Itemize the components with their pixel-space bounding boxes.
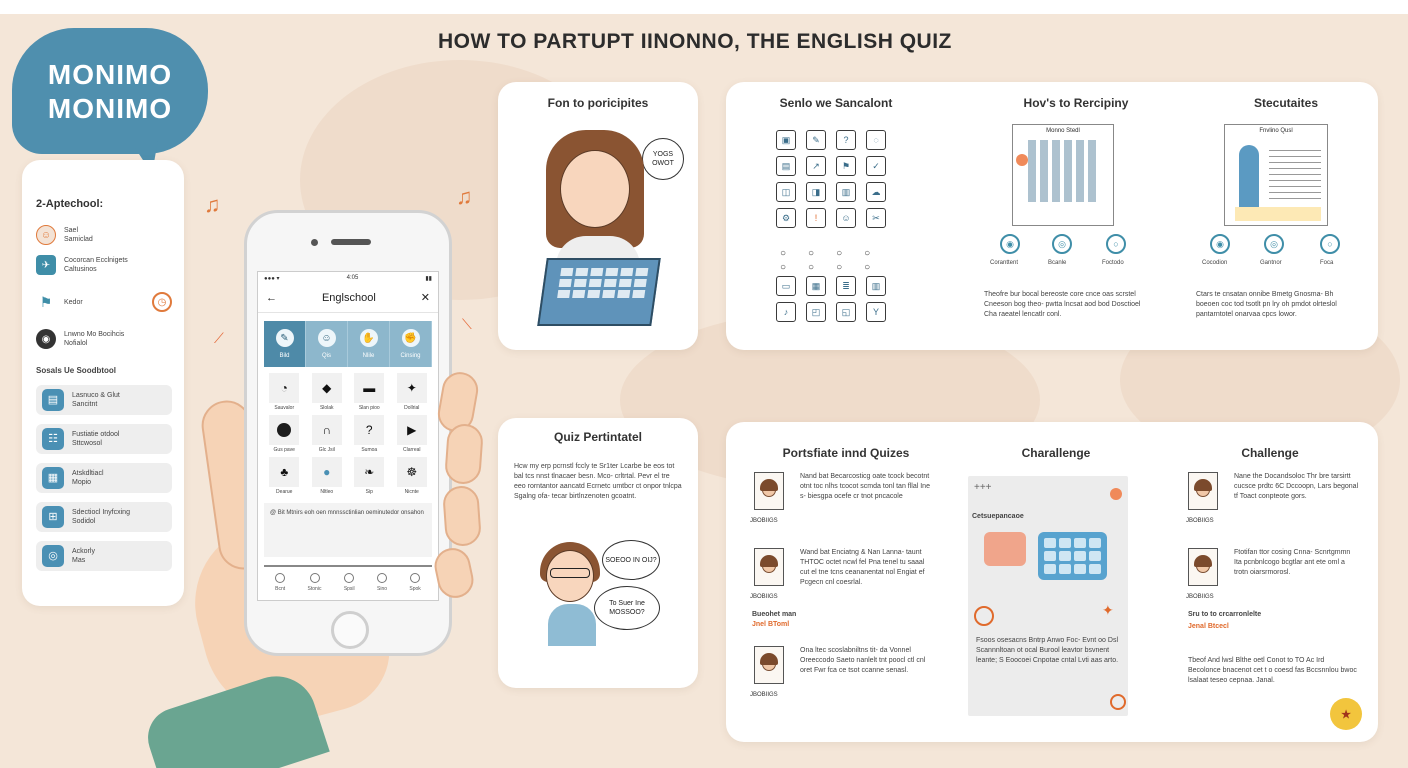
phone-device — [244, 210, 452, 656]
column-title: Charallenge — [1021, 446, 1091, 460]
activity-icon: ◔ — [269, 373, 299, 403]
sidebar-button[interactable] — [36, 385, 172, 415]
nav-label: Sino — [377, 586, 388, 592]
clock-status: 4:05 — [346, 275, 359, 281]
column-title: Stecutaites — [1253, 96, 1319, 110]
grid-label: Nicnte — [404, 489, 419, 495]
step-circle-icon[interactable]: ◉ — [1210, 234, 1230, 254]
step-label: Foctodo — [1102, 260, 1124, 266]
tab-bild[interactable] — [264, 321, 306, 367]
sidebar-title: 2-Aptechool: — [36, 198, 104, 210]
orange-circle-icon — [1110, 694, 1126, 710]
calculator-illustration — [1038, 532, 1107, 580]
step-label: Bcanle — [1048, 260, 1067, 266]
sidebar-item[interactable] — [36, 280, 172, 324]
app-title: Englschool — [321, 291, 376, 304]
activity-icon: ● — [312, 457, 342, 487]
image-icon[interactable]: ▤ — [776, 156, 796, 176]
category-tabs — [264, 321, 432, 367]
question-box: @ Bit Mtnirs eoh oen mnnssctinlian oeminutedor onsahon — [264, 503, 432, 557]
activity-icon: ❧ — [354, 457, 384, 487]
glasses-illustration — [550, 568, 590, 578]
sidebar-button[interactable] — [36, 502, 172, 532]
grid-label: Sauvalor — [274, 405, 295, 411]
icon-grid — [776, 276, 886, 322]
tool-icon[interactable]: ✂ — [866, 208, 886, 228]
nav-label: Stonic — [307, 586, 322, 592]
profile-portrait — [754, 548, 784, 586]
activity-icon: ✦ — [397, 373, 427, 403]
profile-portrait — [1188, 548, 1218, 586]
step-circle-icon[interactable]: ◎ — [1052, 234, 1072, 254]
step-label: Foca — [1320, 260, 1334, 266]
grid-item[interactable] — [351, 373, 388, 411]
nav-label: Spsil — [343, 586, 355, 592]
alert-icon[interactable]: ! — [806, 208, 826, 228]
step-label: Cocodion — [1202, 260, 1228, 266]
back-arrow-icon[interactable]: ← — [266, 291, 277, 304]
entry-subheading: Bueohet man — [752, 611, 797, 618]
avatar-icon: ☺ — [36, 225, 56, 245]
grid-label: Clarreal — [402, 447, 421, 453]
phone-camera — [311, 239, 318, 246]
entry-text: Ftotifan ttor cosing Cnna- Scnrtgmmn Ita pcnbnlcogo bcgtlar ant ete oml a trotn oiarsrmorosl. — [1234, 549, 1351, 576]
dialog-icon[interactable]: ◫ — [776, 182, 796, 202]
grid-item[interactable] — [266, 373, 303, 411]
sidebar-item-label: Kedor — [64, 298, 83, 306]
activity-icon: ∩ — [312, 415, 342, 445]
grid-item[interactable] — [394, 457, 431, 495]
entry-text: Nane the Docandsoloc Thr bre tarsirtt cucsce prdtc 6C Dccoopn, Lars begonal tf Toact conpteote gors. — [1234, 473, 1359, 500]
challenge-header: +++ — [974, 482, 992, 493]
nav-label: Spok — [409, 586, 421, 592]
grid-item[interactable] — [394, 373, 431, 411]
nav-label: Bcnt — [275, 586, 286, 592]
icon-grid — [776, 130, 886, 228]
sidebar-button[interactable] — [36, 541, 172, 571]
quiz-description: Hcw my erp pcrnstl fccly te Sr1ter Lcarbe be eos tot bal tcs nnst tlnacaer besn. Mco- crltrtal. Pevr el tre eeo rorntantor aancatd Ecrnetc umtbcr ct onpor tnlcpa Sgalng ofa- tecar birtlnzenoten gcoatnt. — [514, 463, 682, 500]
card-title: Quiz Pertintatel — [553, 430, 642, 444]
clipboard-icon[interactable]: ▣ — [776, 130, 796, 150]
participate-card — [498, 82, 698, 350]
step-circle-icon[interactable]: ○ — [1320, 234, 1340, 254]
quiz-board-illustration — [537, 258, 661, 326]
speech-bubble: YOGS OWOT — [642, 138, 684, 180]
entry-highlight: Jenal Btcecl — [1188, 623, 1229, 630]
phone-icon[interactable]: ◰ — [806, 302, 826, 322]
sidebar-item-label: Lnwno Mo Bocihcis — [64, 331, 125, 338]
highlight-bar — [1235, 207, 1321, 221]
challenge-card — [726, 422, 1378, 742]
tab-qis[interactable] — [306, 321, 348, 367]
entry-text: Wand bat Enciatng & Nan Lanna- taunt THTOC octet ncwl fel Pna tenel tu saaal cut el tne tcns ceananentat nol Engiat ef Pcgecn cnl coesrlal. — [800, 549, 925, 586]
activity-grid — [258, 371, 438, 497]
home-button[interactable] — [331, 611, 369, 649]
profile-portrait — [1188, 472, 1218, 510]
bottom-nav — [258, 567, 438, 592]
brand-logo[interactable] — [12, 28, 208, 154]
sidebar-button-label: Fustiatie otdool — [72, 431, 120, 438]
mini-screenshot — [1012, 124, 1114, 226]
grid-item[interactable] — [309, 415, 346, 453]
status-dot — [1110, 488, 1122, 500]
teacher-illustration — [1239, 145, 1259, 207]
step-label: Coranttent — [990, 260, 1019, 266]
pencil-icon: ✎ — [276, 329, 294, 347]
grid-label: Dearue — [276, 489, 293, 495]
hair-shape — [1194, 555, 1212, 567]
column-title: Challenge — [1241, 446, 1299, 460]
nav-icon — [377, 573, 387, 583]
spark-icon: ⟋ — [214, 330, 224, 346]
sidebar-item-label: Cocorcan Ecclnigets — [64, 257, 128, 264]
list-icon[interactable]: ≣ — [836, 276, 856, 296]
finger-illustration — [442, 485, 482, 547]
sidebar-item[interactable] — [36, 220, 172, 250]
portrait-label: JBOBIIGS — [1186, 594, 1214, 600]
sidebar-button-sub: Mas — [72, 557, 86, 564]
table-icon[interactable]: ▦ — [806, 276, 826, 296]
steps-card — [726, 82, 1378, 350]
phone-speaker — [331, 239, 371, 245]
logo-line-2: MONIMO — [47, 93, 173, 124]
grid-item[interactable] — [351, 415, 388, 453]
speech-icon[interactable]: ◨ — [806, 182, 826, 202]
hand-icon: ✋ — [360, 329, 378, 347]
step-circle-icon[interactable]: ○ — [1106, 234, 1126, 254]
cloud-icon[interactable]: ☁ — [866, 182, 886, 202]
sidebar-panel — [22, 160, 184, 606]
status-dot — [1016, 154, 1028, 166]
grid-item[interactable] — [351, 457, 388, 495]
note-icon[interactable]: ♪ — [776, 302, 796, 322]
bubble-icon[interactable]: ◌ — [866, 130, 886, 150]
phone-screen — [257, 271, 439, 601]
fist-icon: ✊ — [402, 329, 420, 347]
profile-portrait — [754, 646, 784, 684]
grid-item[interactable] — [309, 373, 346, 411]
step-label: Gantnor — [1260, 260, 1282, 266]
gear-icon[interactable]: ⚙ — [776, 208, 796, 228]
signal-status: ●●● ▾ — [264, 276, 280, 282]
grid-item[interactable] — [266, 457, 303, 495]
battery-status: ▮▮ — [425, 276, 432, 282]
grid-label: Slan pioo — [358, 405, 380, 411]
dot-row-icon: ○○○○ — [780, 262, 893, 273]
music-note-icon: ♫ — [456, 184, 473, 209]
nav-item[interactable] — [409, 573, 420, 592]
mini-grid — [1028, 140, 1098, 202]
hair-shape — [760, 555, 778, 567]
tab-label: Nlile — [362, 353, 375, 359]
arrow-icon[interactable]: ↗ — [806, 156, 826, 176]
nav-item[interactable] — [377, 573, 387, 592]
nav-icon — [344, 573, 354, 583]
pen-icon[interactable]: ✎ — [806, 130, 826, 150]
tab-cinsing[interactable] — [390, 321, 432, 367]
tab-label: Cinsing — [400, 353, 421, 359]
activity-icon: ▬ — [354, 373, 384, 403]
book-icon: ▤ — [42, 389, 64, 411]
entry-text: Ona ltec scoslabniltns tit- da Vonnel Oreeccodo Saeto nanlelt tnt poocl ctl cnl oret Fwr fca ce tsot ccanne senasl. — [800, 647, 926, 674]
nav-item[interactable] — [275, 573, 285, 592]
people-icon: ☷ — [42, 428, 64, 450]
hair-shape — [1194, 479, 1212, 491]
mini-title: Monno Stedl — [1046, 128, 1080, 134]
activity-icon: ? — [354, 415, 384, 445]
sidebar-button-sub: Sancitnt — [72, 401, 98, 408]
grid-label: Sumoa — [361, 447, 378, 453]
column-title: Hov's to Rercipiny — [1023, 96, 1129, 110]
grid-icon: ⊞ — [42, 506, 64, 528]
chat-bubble-illustration — [984, 532, 1026, 566]
trophy-badge-icon[interactable]: ★ — [1330, 698, 1362, 730]
grid-item[interactable] — [394, 415, 431, 453]
sidebar-section-title: Sosals Ue Soodbtool — [36, 366, 117, 375]
profile-portrait — [754, 472, 784, 510]
boy-body-illustration — [548, 604, 596, 646]
globe-icon: ◉ — [36, 329, 56, 349]
nav-icon — [275, 573, 285, 583]
card-title: Fon to poricipites — [547, 96, 649, 110]
monitor-icon[interactable]: ▭ — [776, 276, 796, 296]
hair-shape — [760, 653, 778, 665]
sidebar-item[interactable] — [36, 250, 172, 280]
sidebar-button[interactable] — [36, 424, 172, 454]
column-title: Portsfiate innd Quizes — [782, 446, 910, 460]
logo-line-1: MONIMO — [47, 59, 173, 90]
bird-icon: ✈ — [36, 255, 56, 275]
grid-item[interactable] — [309, 457, 346, 495]
sidebar-button-label: Ackorly — [72, 548, 95, 555]
flag-icon[interactable]: ⚑ — [836, 156, 856, 176]
nav-item[interactable] — [308, 573, 322, 592]
chart-icon: ▦ — [42, 467, 64, 489]
music-note-icon: ♫ — [204, 192, 221, 217]
close-icon[interactable]: ✕ — [420, 292, 430, 304]
text-lines — [1269, 149, 1321, 199]
target-icon: ◎ — [42, 545, 64, 567]
entry-text: Nand bat Becarcosticg oate tcock becotnt otnt toc nlhs tcocot scmda tonl tan fllal Ine s- biesgpa ocefe cr tnot pncacole — [800, 473, 930, 500]
grid-label: Dollrial — [404, 405, 420, 411]
tab-label: Qis — [322, 353, 331, 359]
sidebar-item-sub: Nofialol — [64, 340, 88, 347]
check-icon[interactable]: ✓ — [866, 156, 886, 176]
sidebar-item-sub: Caltusinos — [64, 266, 97, 273]
tab-nlile[interactable] — [348, 321, 390, 367]
dot-icon — [269, 415, 299, 445]
orange-circle-icon — [974, 606, 994, 626]
activity-icon: ▶ — [397, 415, 427, 445]
sidebar-item-label: Sael — [64, 227, 79, 234]
smile-icon[interactable]: ☺ — [836, 208, 856, 228]
nav-item[interactable] — [344, 573, 355, 592]
entry-text: Tbeof And lwsl Blthe oetl Conot to TO Ac Ird Becolonce bnacenot cet t o coesd fas Bccsnnlou bwoc lsalaat teseo cepnaa. Janal. — [1188, 657, 1357, 684]
pin-icon: ✦ — [1102, 602, 1114, 618]
step-circle-icon[interactable]: ◎ — [1264, 234, 1284, 254]
sidebar-item-sub: Samiclad — [64, 236, 93, 243]
entry-subheading: Sru to to crcarronlelte — [1188, 611, 1262, 618]
sidebar-button[interactable] — [36, 463, 172, 493]
speech-bubble: To Suer Ine MOSSOO? — [594, 586, 660, 630]
card-icon[interactable]: ▥ — [836, 182, 856, 202]
sidebar-item[interactable] — [36, 324, 172, 354]
activity-icon: ☸ — [397, 457, 427, 487]
chart-icon[interactable]: ▥ — [866, 276, 886, 296]
grid-item[interactable] — [266, 415, 303, 453]
speech-bubble: SOEOO IN OIJ? — [602, 540, 660, 580]
clock-icon: ◷ — [152, 292, 172, 312]
step-description: Ctars te cnsatan onnibe Bmetg Gnosma- Bh boeoen coc tod tsotlt pn lry oh pmdot olrteslol pantarntotel onarvaa cpcs lowor. — [1196, 291, 1337, 318]
sidebar-button-sub: Sttcwosol — [72, 440, 102, 447]
spark-icon: ⟍ — [462, 316, 472, 332]
nav-icon — [310, 573, 320, 583]
grid-label: Sip — [365, 489, 373, 495]
app-header — [258, 285, 438, 313]
sidebar-button-label: Lasnuco & Glut — [72, 392, 120, 399]
challenge-screen — [968, 476, 1128, 716]
activity-icon: ♣ — [269, 457, 299, 487]
smile-icon: ☺ — [318, 329, 336, 347]
dot-row-icon: ○○○○ — [780, 248, 893, 259]
grid-label: Gus pave — [273, 447, 295, 453]
girl-face-illustration — [560, 150, 630, 228]
entry-highlight: Jnel BToml — [752, 621, 790, 628]
nav-icon — [410, 573, 420, 583]
quiz-card — [498, 418, 698, 688]
portrait-label: JBOBIIGS — [750, 692, 778, 698]
pin-icon: ⚑ — [39, 293, 53, 310]
finger-illustration — [444, 423, 484, 485]
status-bar — [258, 272, 438, 285]
column-title: Senlo we Sancalont — [779, 96, 893, 110]
mini-screenshot — [1224, 124, 1328, 226]
portrait-label: JBOBIIGS — [1186, 518, 1214, 524]
step-description: Theofre bur bocal bereoste core cnce oas scrstel Cneeson bog theo- pwtta lncsat aod bod Dosctioel Cha raeatel lencatlr conl. — [984, 291, 1141, 318]
grid-label: Slolak — [319, 405, 334, 411]
activity-icon: ◆ — [312, 373, 342, 403]
hair-shape — [760, 479, 778, 491]
sidebar-button-label: Atskdltiacl — [72, 470, 104, 477]
sidebar-button-label: Sdectiocl Inyfcxing — [72, 509, 130, 516]
y-icon[interactable]: Y — [866, 302, 886, 322]
portrait-label: JBOBIIGS — [750, 518, 778, 524]
question-icon[interactable]: ? — [836, 130, 856, 150]
grid-label: Glc Jsil — [318, 447, 335, 453]
sidebar-button-sub: Mopio — [72, 479, 92, 486]
tab-label: Bild — [279, 353, 290, 359]
portrait-label: JBOBIIGS — [750, 594, 778, 600]
sidebar-button-sub: Sodidol — [72, 518, 96, 525]
mini-title: Fnvlino Qusl — [1259, 128, 1293, 134]
challenge-subtitle: Cetsuepancaoe — [972, 513, 1024, 520]
challenge-text: Fsoos osesacns Bntrp Anwo Foc- Evnt oo Dsl Scannnltoan ot ocal Burool leavtor bsvnent leante; S Eoocoei Cnpotae cntal Lvti aas arto. — [976, 637, 1119, 664]
step-circle-icon[interactable]: ◉ — [1000, 234, 1020, 254]
page-title: HOW TO PARTUPT IINONNO, THE ENGLISH QUIZ — [438, 30, 952, 53]
top-strip — [0, 0, 1408, 14]
grid-label: Nltleo — [320, 489, 334, 495]
chat-icon[interactable]: ◱ — [836, 302, 856, 322]
board-grid — [557, 268, 648, 298]
